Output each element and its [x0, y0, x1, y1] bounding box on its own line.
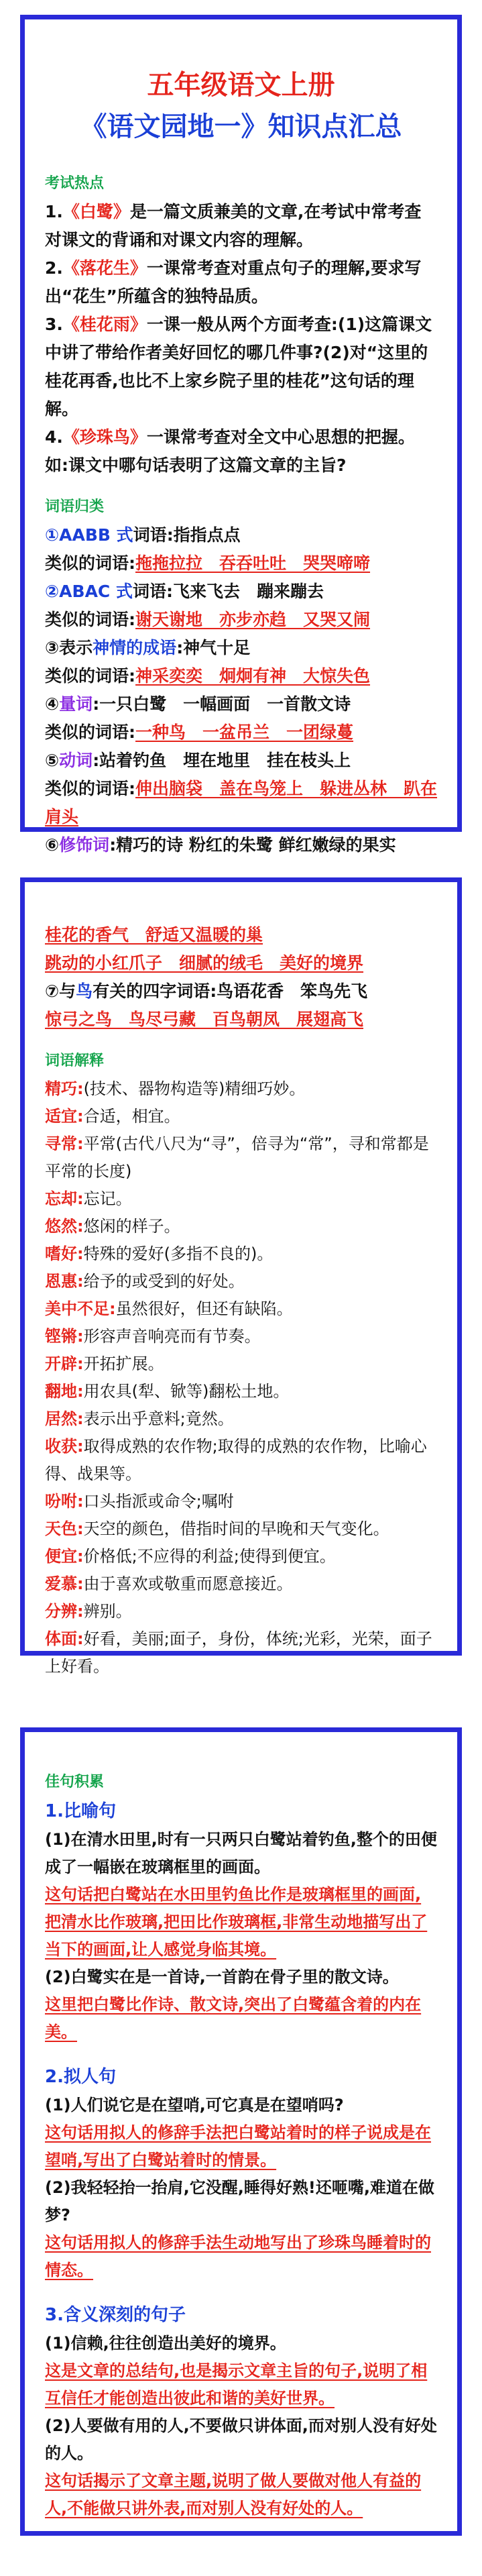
- sentences-heading: 佳句积累: [45, 1774, 105, 1790]
- page-subtitle: 《语文园地一》知识点汇总: [80, 111, 402, 142]
- exam-item-2: 2.《落花生》一课常考查对重点句子的理解,要求写出“花生”所蕴含的独特品质。: [45, 258, 422, 306]
- word-group-1: ①AABB 式词语:指指点点: [45, 525, 241, 545]
- vocab-list: [45, 1075, 437, 1680]
- personification-analysis-2: 这句话用拟人的修辞手法生动地写出了珍珠鸟睡着时的情态。: [45, 2233, 431, 2279]
- personification-analysis-1: 这句话用拟人的修辞手法把白鹭站着时的样子说成是在望哨,写出了白鹭站着时的情景。: [45, 2123, 431, 2169]
- vocab-item: 悠然:悠闲的样子。: [45, 1217, 180, 1236]
- personification-sentence-2: (2)我轻轻抬一抬肩,它没醒,睡得好熟!还咂嘴,难道在做梦?: [45, 2178, 434, 2224]
- deep-meaning-analysis-2: 这句话揭示了文章主题,说明了做人要做对他人有益的人,不能做只讲外表,而对别人没有好处的人。: [45, 2471, 422, 2518]
- vocab-item: 体面:好看，美丽;面子，身份，体统;光彩，光荣，面子上好看。: [45, 1629, 432, 1676]
- summary-card-3: [20, 1727, 462, 2536]
- word-group-4-similar: 类似的词语:一种鸟 一盆吊兰 一团绿蔓: [45, 722, 354, 742]
- personification-title: 2.拟人句: [45, 2067, 116, 2087]
- vocab-heading: 词语解释: [45, 1053, 105, 1069]
- vocab-item: 便宜:价格低;不应得的利益;使得到便宜。: [45, 1547, 336, 1566]
- word-group-1-similar: 类似的词语:拖拖拉拉 吞吞吐吐 哭哭啼啼: [45, 553, 371, 573]
- vocab-item: 居然:表示出乎意料;竟然。: [45, 1409, 234, 1428]
- vocab-item: 精巧:(技术、器物构造等)精细巧妙。: [45, 1079, 306, 1098]
- vocab-item: 天色:天空的颜色，借指时间的早晚和天气变化。: [45, 1519, 389, 1538]
- vocab-item: 翻地:用农具(犁、锨等)翻松土地。: [45, 1382, 290, 1401]
- vocab-item: 开辟:开拓扩展。: [45, 1354, 164, 1373]
- simile-analysis-1: 这句话把白鹭站在水田里钓鱼比作是玻璃框里的画面,把清水比作玻璃,把田比作玻璃框,非常生动地描写出了当下的画面,让人感觉身临其境。: [45, 1885, 428, 1959]
- personification-sentence-1: (1)人们说它是在望哨,可它真是在望哨吗?: [45, 2096, 344, 2114]
- deep-meaning-sentence-2: (2)人要做有用的人,不要做只讲体面,而对别人没有好处的人。: [45, 2416, 437, 2463]
- word-group-2: ②ABAC 式词语:飞来飞去 蹦来蹦去: [45, 582, 324, 601]
- word-group-5-similar: 类似的词语:伸出脑袋 盖在鸟笼上 躲进丛林 趴在肩头: [45, 779, 438, 826]
- vocab-item: 适宜:合适，相宜。: [45, 1107, 180, 1126]
- vocab-item: 寻常:平常(古代八尺为“寻”，倍寻为“常”，寻和常都是平常的长度): [45, 1134, 429, 1181]
- simile-title: 1.比喻句: [45, 1801, 116, 1821]
- word-group-3-similar: 类似的词语:神采奕奕 炯炯有神 大惊失色: [45, 666, 371, 686]
- modifier-line-2: 跳动的小红爪子 细腻的绒毛 美好的境界: [45, 953, 364, 973]
- vocab-item: 分辨:辨别。: [45, 1602, 132, 1621]
- word-group-6: ⑥修饰词:精巧的诗 粉红的朱鹭 鲜红嫩绿的果实: [45, 835, 396, 855]
- word-group-4: ④量词:一只白鹭 一幅画面 一首散文诗: [45, 694, 351, 714]
- vocab-item: 嗜好:特殊的爱好(多指不良的)。: [45, 1244, 274, 1263]
- vocab-item: 收获:取得成熟的农作物;取得的成熟的农作物，比喻心得、战果等。: [45, 1437, 427, 1483]
- exam-item-1: 1.《白鹭》是一篇文质兼美的文章,在考试中常考查对课文的背诵和对课文内容的理解。: [45, 202, 422, 250]
- summary-card-2: [20, 877, 462, 1676]
- deep-meaning-analysis-1: 这是文章的总结句,也是揭示文章主旨的句子,说明了相互信任才能创造出彼此和谐的美好世界。: [45, 2361, 428, 2408]
- summary-card-1: [20, 15, 462, 855]
- exam-item-3: 3.《桂花雨》一课一般从两个方面考查:(1)这篇课文中讲了带给作者美好回忆的哪几件事?(2)对“这里的桂花再香,也比不上家乡院子里的桂花”这句话的理解。: [45, 315, 432, 419]
- word-heading: 词语归类: [45, 498, 105, 515]
- vocab-item: 铿锵:形容声音响亮而有节奏。: [45, 1327, 261, 1346]
- word-group-5: ⑤动词:站着钓鱼 埋在地里 挂在枝头上: [45, 751, 351, 770]
- deep-meaning-title: 3.含义深刻的句子: [45, 2305, 186, 2325]
- vocab-item: 忘却:忘记。: [45, 1189, 132, 1208]
- vocab-item: 美中不足:虽然很好，但还有缺陷。: [45, 1299, 293, 1318]
- vocab-item: 恩惠:给予的或受到的好处。: [45, 1272, 245, 1291]
- exam-heading: 考试热点: [45, 175, 105, 192]
- bird-words-more: 惊弓之鸟 鸟尽弓藏 百鸟朝凤 展翅高飞: [45, 1010, 364, 1029]
- bird-words: ⑦与鸟有关的四字词语:鸟语花香 笨鸟先飞: [45, 981, 368, 1001]
- vocab-item: 吩咐:口头指派或命令;嘱咐: [45, 1492, 234, 1511]
- simile-analysis-2: 这里把白鹭比作诗、散文诗,突出了白鹭蕴含着的内在美。: [45, 1995, 422, 2041]
- page-title: 五年级语文上册: [147, 70, 335, 101]
- word-group-3: ③表示神情的成语:神气十足: [45, 638, 251, 657]
- exam-item-4: 4.《珍珠鸟》一课常考查对全文中心思想的把握。如:课文中哪句话表明了这篇文章的主旨?: [45, 427, 415, 475]
- vocab-item: 爱慕:由于喜欢或敬重而愿意接近。: [45, 1574, 293, 1593]
- deep-meaning-sentence-1: (1)信赖,往往创造出美好的境界。: [45, 2334, 286, 2353]
- simile-sentence-1: (1)在清水田里,时有一只两只白鹭站着钓鱼,整个的田便成了一幅嵌在玻璃框里的画面。: [45, 1830, 437, 1876]
- word-group-2-similar: 类似的词语:谢天谢地 亦步亦趋 又哭又闹: [45, 610, 371, 629]
- modifier-line-1: 桂花的香气 舒适又温暖的巢: [45, 925, 263, 945]
- simile-sentence-2: (2)白鹭实在是一首诗,一首韵在骨子里的散文诗。: [45, 1968, 399, 1986]
